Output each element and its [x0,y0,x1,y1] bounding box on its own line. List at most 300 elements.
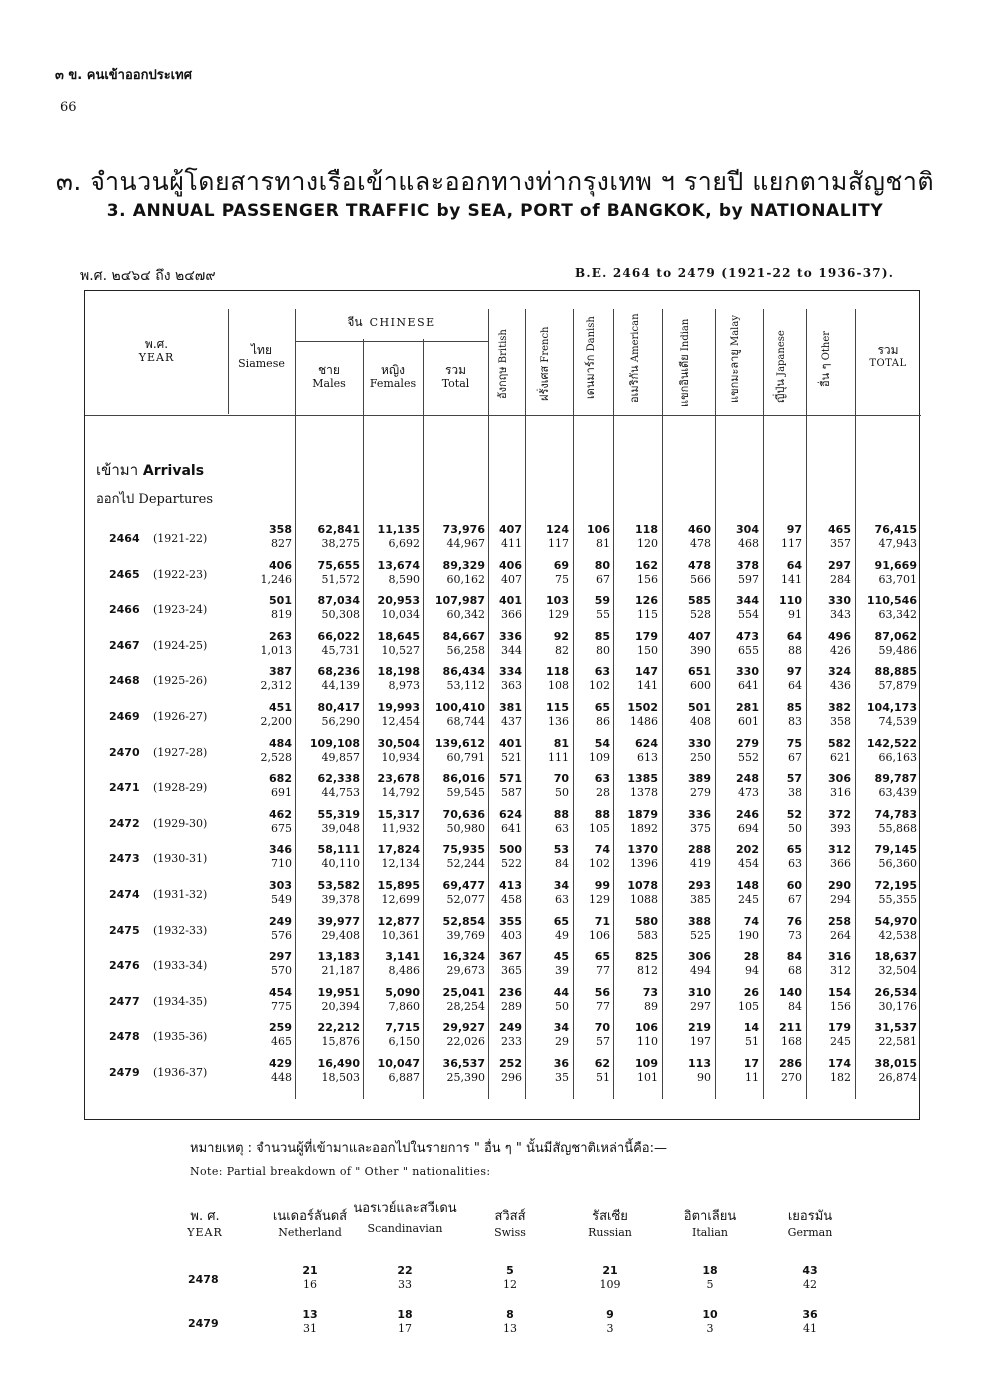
departures-value: 31 [303,1322,317,1335]
arrivals-value: 19,951 [317,985,360,999]
note-thai: หมายเหตุ : จำนวนผู้ที่เข้ามาและออกไปในรายการ " อื่น ๆ " นั้นมีสัญชาติเหล่านี้คือ:— [190,1141,667,1156]
departures-value: 312 [830,964,851,978]
cell-siamese [269,523,292,551]
arrivals-value: 297 [828,558,851,572]
arrivals-value: 26,534 [874,985,917,999]
departures-value: 55,868 [878,821,917,835]
arrivals-value: 22 [397,1264,413,1277]
arrivals-value: 179 [635,629,658,643]
departures-value: 60,791 [446,750,485,764]
row-year-be: 2473 [109,852,140,866]
arrivals-value: 17 [743,1057,759,1070]
cell-french [554,1021,569,1049]
departures-value: 29,673 [446,964,485,978]
departures-value: 64 [788,679,802,693]
table-row [85,986,921,1020]
arrivals-value: 211 [779,1021,802,1035]
departures-value: 156 [637,572,658,586]
arrivals-value: 344 [736,594,759,608]
arrivals-value: 20,953 [377,594,420,608]
departures-value: 63 [555,821,569,835]
cell-other [828,630,851,658]
cell-japanese [779,594,802,622]
arrivals-value: 104,173 [866,701,917,714]
table-row [85,594,921,628]
arrivals-value: 99 [594,879,610,892]
header-french: ฝรั่งเศส French [538,326,551,401]
note-header-swiss: สวิสส์ Swiss [494,1209,526,1239]
note-cell-italian [670,1308,750,1336]
cell-males [318,559,360,587]
arrivals-value: 62,338 [317,772,360,786]
arrivals-value: 28 [743,950,759,964]
departures-value: 17 [398,1322,412,1335]
arrivals-value: 126 [635,594,658,608]
arrivals-value: 1078 [627,879,658,892]
cell-danish [595,1021,610,1049]
departures-value: 82 [555,643,569,657]
departures-value: 55,355 [878,893,917,906]
departures-value: 52,077 [446,893,485,906]
departures-value: 10,527 [381,643,420,657]
arrivals-value: 85 [594,629,610,643]
cell-danish [595,1057,610,1085]
row-year-ce: (1925-26) [153,674,208,688]
departures-value: 552 [738,750,759,764]
arrivals-value: 63 [594,665,610,679]
departures-value: 454 [738,857,759,871]
note-cell-swiss [470,1308,550,1336]
departures-value: 57 [596,1035,610,1049]
cell-indian [688,1021,711,1049]
departures-value: 106 [589,928,610,942]
arrivals-value: 62 [594,1057,610,1070]
row-year-ce: (1931-32) [153,888,208,901]
departures-value: 55 [596,608,610,622]
cell-other [828,772,851,800]
departures-value: 357 [830,537,851,550]
arrivals-value: 407 [688,629,711,643]
row-year-ce: (1921-22) [153,532,208,545]
departures-value: 102 [589,857,610,871]
departures-value: 197 [690,1035,711,1049]
note-cell-netherland [270,1264,350,1292]
departures-value: 710 [271,857,292,871]
cell-japanese [787,772,802,800]
cell-malay [738,915,759,943]
arrivals-value: 52 [786,807,802,821]
arrivals-value: 39,977 [317,914,360,928]
cell-british [499,843,522,871]
title-thai: ๓. จำนวนผู้โดยสารทางเรือเข้าและออกทางท่ากรุงเทพ ฯ รายปี แยกตามสัญชาติ [55,167,935,196]
departures-value: 60,342 [446,608,485,622]
row-year-ce: (1930-31) [153,852,208,866]
departures-value: 101 [637,1071,658,1084]
departures-value: 2,200 [260,715,292,728]
arrivals-value: 55,319 [317,807,360,821]
arrivals-value: 7,715 [385,1021,420,1035]
departures-value: 566 [690,572,711,586]
arrivals-value: 303 [269,879,292,892]
departures-value: 478 [690,537,711,550]
departures-value: 1396 [630,857,658,871]
cell-other [828,915,851,943]
arrivals-value: 154 [828,985,851,999]
departures-value: 11 [745,1071,759,1084]
departures-value: 473 [738,786,759,800]
departures-value: 407 [501,572,522,586]
arrivals-value: 13 [302,1308,318,1321]
cell-danish [595,594,610,622]
cell-indian [688,915,711,943]
departures-value: 641 [501,821,522,835]
departures-value: 570 [271,964,292,978]
departures-value: 366 [830,857,851,871]
departures-value: 141 [637,679,658,693]
arrivals-value: 23,678 [377,772,420,786]
cell-total [435,737,485,765]
cell-british [499,594,522,622]
departures-value: 60,162 [446,572,485,586]
row-year-ce: (1922-23) [153,567,208,581]
arrivals-value: 179 [828,1021,851,1035]
arrivals-value: 162 [635,558,658,572]
arrivals-value: 109,108 [309,736,360,750]
header-total: รวม Total [441,363,470,390]
arrivals-value: 30,504 [377,736,420,750]
note-cell-russian [570,1308,650,1336]
chinese-rule [295,341,488,342]
cell-siamese [269,915,292,943]
departures-value: 587 [501,786,522,800]
departures-value: 105 [738,999,759,1013]
departures-value: 675 [271,821,292,835]
row-year-be: 2472 [109,816,140,830]
departures-value: 67 [788,750,802,764]
cell-indian [688,630,711,658]
cell-males [318,772,360,800]
departures-value: 576 [271,928,292,942]
arrivals-value: 118 [546,665,569,679]
arrivals-value: 92 [553,629,569,643]
cell-females [385,986,420,1014]
note-cell-scandinavian [365,1308,445,1336]
cell-american [635,737,658,765]
departures-value: 115 [637,608,658,622]
departures-value: 182 [830,1071,851,1084]
cell-french [546,701,569,729]
note-header-russian: รัสเซีย Russian [588,1209,632,1239]
departures-value: 102 [589,679,610,693]
header-japanese: ญี่ปุ่น Japanese [774,330,787,403]
cell-grand [867,594,917,622]
arrivals-value: 429 [269,1057,292,1070]
cell-japanese [787,879,802,907]
cell-danish [595,559,610,587]
cell-indian [688,523,711,551]
header-malay: แขกมะลายู Malay [728,315,741,403]
cell-american [627,843,658,871]
cell-females [378,737,420,765]
note-cell-german [770,1308,850,1336]
cell-british [499,808,522,836]
cell-grand [875,630,917,658]
arrivals-value: 324 [828,665,851,679]
cell-males [318,808,360,836]
cell-japanese [779,1021,802,1049]
cell-males [318,915,360,943]
cell-malay [736,594,759,622]
arrivals-value: 140 [779,985,802,999]
arrivals-value: 501 [269,594,292,608]
departures-value: 47,943 [878,537,917,550]
header-females: หญิง Females [369,363,417,390]
departures-value: 109 [599,1278,621,1291]
departures-value: 50 [555,786,569,800]
departures-value: 1088 [630,893,658,906]
cell-other [828,879,851,907]
row-year-be: 2479 [109,1066,140,1079]
arrivals-value: 124 [546,523,569,536]
cell-american [627,808,658,836]
cell-malay [736,665,759,693]
cell-other [828,701,851,729]
departures-value: 10,034 [381,608,420,622]
cell-american [635,915,658,943]
cell-british [499,950,522,978]
cell-total [443,772,485,800]
departures-value: 51 [596,1071,610,1084]
cell-british [499,523,522,551]
cell-total [443,630,485,658]
departures-value: 316 [830,786,851,800]
cell-malay [736,701,759,729]
departures-value: 264 [830,928,851,942]
cell-males [318,594,360,622]
cell-american [627,879,658,907]
arrivals-value: 68,236 [317,665,360,679]
arrivals-value: 330 [688,736,711,750]
arrivals-value: 12,877 [377,914,420,928]
departures-value: 53,112 [446,679,485,693]
arrivals-value: 281 [736,701,759,714]
departures-value: 16 [303,1278,317,1291]
departures-value: 44,753 [321,786,360,800]
arrivals-value: 87,062 [874,629,917,643]
departures-value: 91 [788,608,802,622]
cell-japanese [787,665,802,693]
running-head: ๓ ข. คนเข้าออกประเทศ [55,68,192,83]
departures-value: 528 [690,608,711,622]
departures-value: 90 [697,1071,711,1084]
arrivals-value: 15,895 [377,879,420,892]
departures-value: 63,701 [878,572,917,586]
arrivals-value: 75,655 [317,558,360,572]
arrivals-value: 624 [635,736,658,750]
cell-french [554,950,569,978]
arrivals-value: 1502 [627,701,658,714]
departures-value: 583 [637,928,658,942]
arrivals-value: 473 [736,629,759,643]
departures-value: 117 [548,537,569,550]
departures-value: 1486 [630,715,658,728]
arrivals-value: 15,317 [377,807,420,821]
departures-value: 393 [830,821,851,835]
arrivals-value: 682 [269,772,292,786]
departures-value: 289 [501,999,522,1013]
departures-value: 50,980 [446,821,485,835]
cell-french [546,594,569,622]
cell-grand [875,523,917,551]
cell-grand [875,915,917,943]
cell-french [554,630,569,658]
header-grand-total: รวม TOTAL [869,343,907,369]
arrivals-value: 306 [828,772,851,786]
departures-value: 49,857 [321,750,360,764]
note-table-row [0,1308,990,1344]
arrivals-value: 16,324 [442,950,485,964]
cell-siamese [269,879,292,907]
arrivals-value: 624 [499,807,522,821]
arrivals-value: 63 [594,772,610,786]
arrivals-value: 80 [594,558,610,572]
arrivals-value: 462 [269,807,292,821]
cell-other [828,1021,851,1049]
note-table-row [0,1264,990,1300]
cell-indian [688,1057,711,1085]
arrivals-value: 465 [828,523,851,536]
departures-value: 25,390 [446,1071,485,1084]
note-header-scandinavian: นอรเวย์และสวีเดน Scandinavian [353,1201,457,1235]
period-english: B.E. 2464 to 2479 (1921-22 to 1936-37). [575,266,895,280]
arrivals-value: 58,111 [317,843,360,857]
row-year-ce: (1936-37) [153,1066,208,1079]
arrivals-value: 36 [802,1308,818,1321]
departures-value: 156 [830,999,851,1013]
departures-value: 39,769 [446,928,485,942]
cell-danish [589,737,610,765]
departures-value: 7,860 [388,999,420,1013]
arrivals-value: 76,415 [874,523,917,536]
row-year-be: 2466 [109,603,140,617]
cell-japanese [787,737,802,765]
cell-females [378,701,420,729]
arrivals-value: 312 [828,843,851,857]
cell-siamese [269,772,292,800]
cell-french [554,879,569,907]
cell-females [378,630,420,658]
cell-american [635,559,658,587]
arrivals-value: 64 [786,558,802,572]
arrivals-value: 18 [397,1308,413,1321]
departures-value: 168 [781,1035,802,1049]
departures-value: 694 [738,821,759,835]
row-year-be: 2471 [109,781,140,795]
arrivals-value: 74 [743,914,759,928]
departures-value: 436 [830,679,851,693]
arrivals-value: 56 [594,985,610,999]
arrivals-value: 106 [635,1021,658,1035]
arrivals-value: 236 [499,985,522,999]
departures-value: 63,439 [878,786,917,800]
header-chinese: จีน CHINESE [347,315,436,329]
table-row [85,772,921,806]
departures-value: 375 [690,821,711,835]
cell-grand [875,808,917,836]
row-year-be: 2468 [109,674,140,688]
cell-siamese [261,737,293,765]
departures-value: 22,581 [878,1035,917,1049]
departures-value: 525 [690,928,711,942]
cell-siamese [269,594,292,622]
cell-american [635,665,658,693]
departures-value: 51,572 [321,572,360,586]
departures-value: 691 [271,786,292,800]
cell-danish [595,630,610,658]
departures-value: 15,876 [321,1035,360,1049]
cell-siamese [261,630,293,658]
cell-danish [595,701,610,729]
departures-value: 41 [803,1322,817,1335]
departures-value: 522 [501,857,522,871]
departures-value: 21,187 [321,964,360,978]
period-thai: พ.ศ. ๒๔๖๔ ถึง ๒๔๗๙ [80,268,216,284]
cell-danish [589,665,610,693]
arrivals-value: 174 [828,1057,851,1070]
cell-females [378,559,420,587]
cell-females [378,915,420,943]
arrivals-value: 571 [499,772,522,786]
departures-value: 655 [738,643,759,657]
arrivals-value: 406 [269,558,292,572]
arrivals-value: 89,787 [874,772,917,786]
cell-grand [875,1021,917,1049]
cell-japanese [787,701,802,729]
cell-french [554,843,569,871]
arrivals-value: 202 [736,843,759,857]
row-year-be: 2476 [109,959,140,973]
departures-value: 18,503 [321,1071,360,1084]
arrivals-value: 330 [736,665,759,679]
departures-value: 365 [501,964,522,978]
header-british: อังกฤษ British [496,329,509,399]
cell-females [378,879,420,907]
note-cell-german [770,1264,850,1292]
departures-value: 344 [501,643,522,657]
arrivals-value: 258 [828,914,851,928]
cell-females [378,665,420,693]
departures-value: 14,792 [381,786,420,800]
note-cell-netherland [270,1308,350,1336]
arrivals-label: เข้ามา Arrivals [96,461,205,479]
header-siamese: ไทย Siamese [238,343,285,370]
arrivals-value: 62,841 [317,523,360,536]
arrivals-value: 71 [594,914,610,928]
arrivals-value: 84 [786,950,802,964]
departures-value: 77 [596,999,610,1013]
cell-siamese [261,665,293,693]
cell-american [635,950,658,978]
cell-japanese [787,843,802,871]
arrivals-value: 651 [688,665,711,679]
arrivals-value: 14 [743,1021,759,1035]
departures-value: 12,699 [381,893,420,906]
cell-siamese [261,701,293,729]
cell-males [318,879,360,907]
departures-value: 3 [706,1322,714,1335]
arrivals-value: 80,417 [317,701,360,714]
arrivals-value: 70 [553,772,569,786]
